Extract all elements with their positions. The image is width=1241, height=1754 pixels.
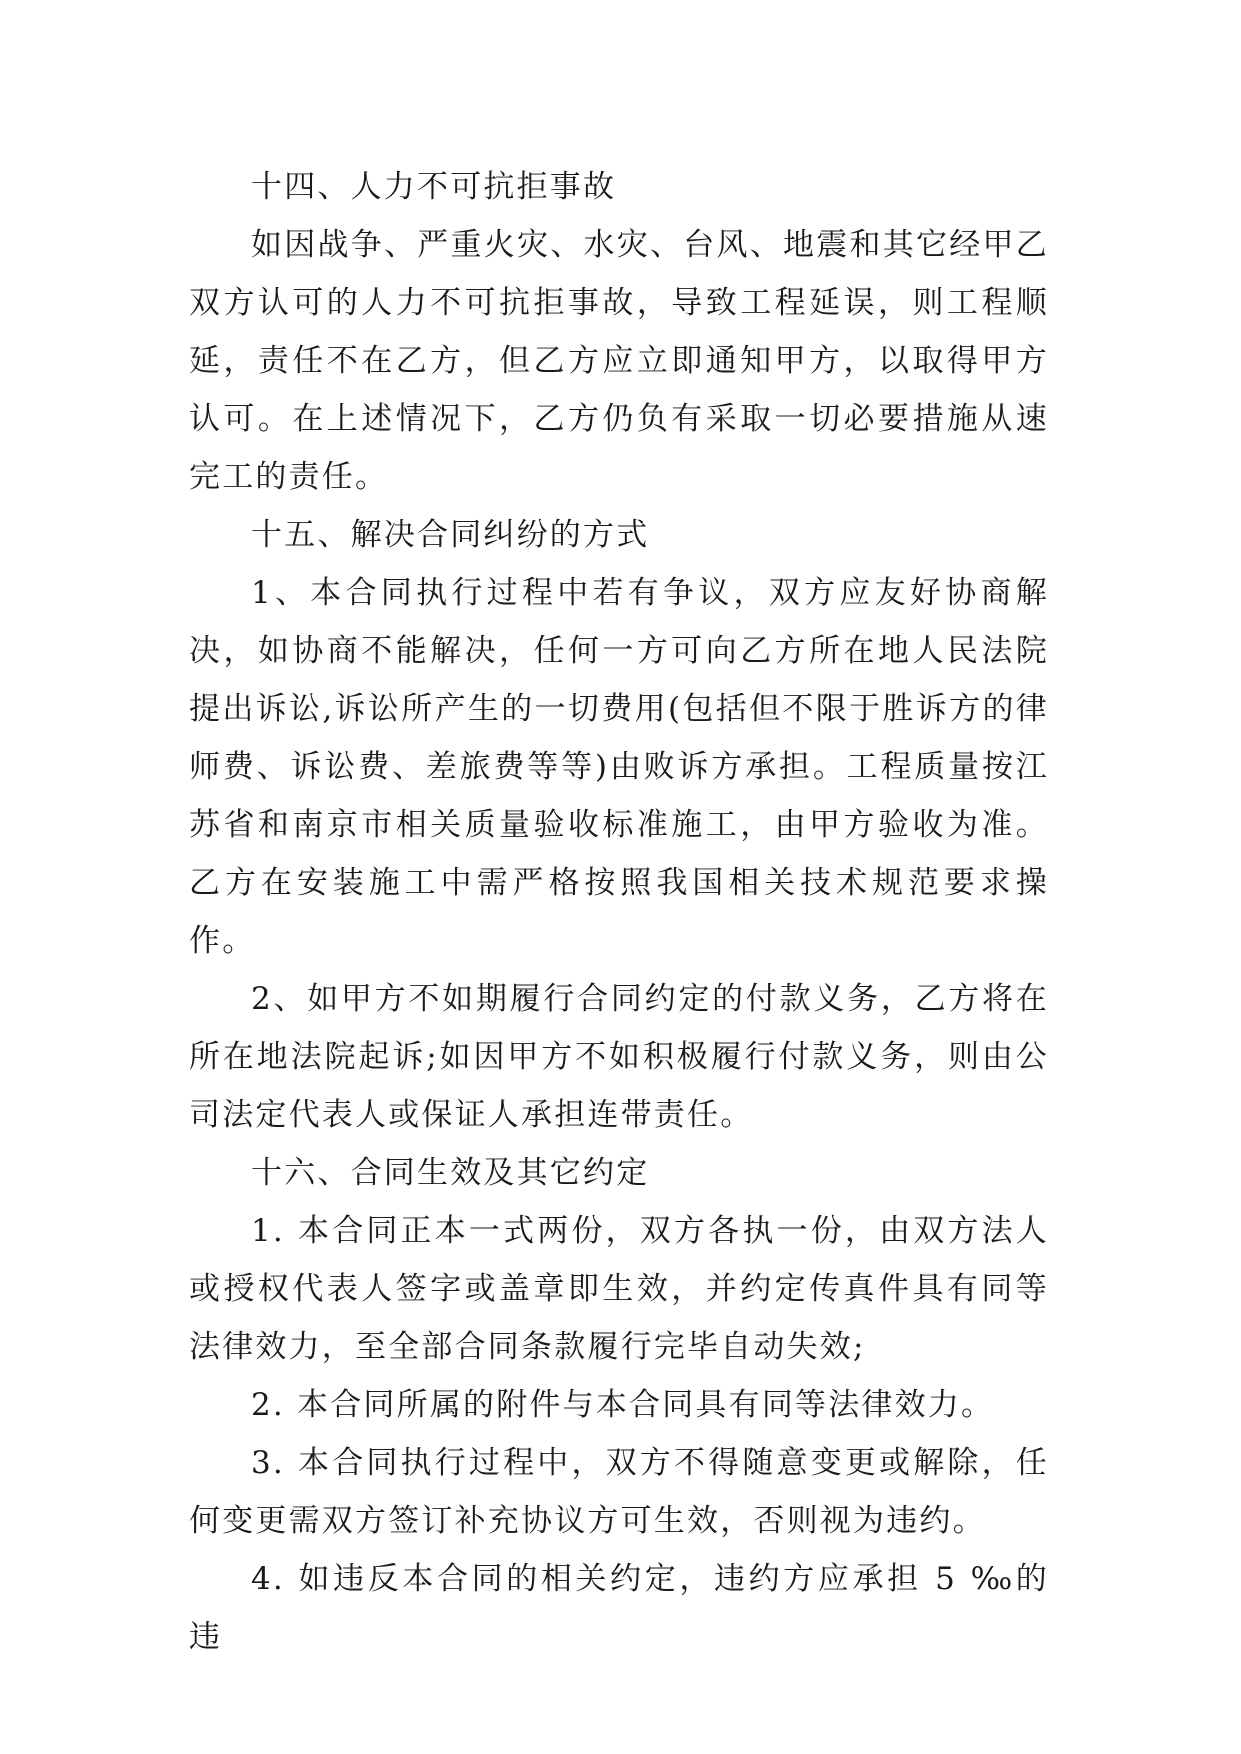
section-heading-force-majeure: 十四、人力不可抗拒事故: [251, 169, 617, 205]
paragraph-dispute-1: 1、本合同执行过程中若有争议，双方应友好协商解决，如协商不能解决，任何一方可向乙方所在地人民法院提出诉讼,诉讼所产生的一切费用(包括但不限于胜诉方的律师费、诉讼费、差旅费等等)由败诉方承担。工程质量按江苏省和南京市相关质量验收标准施工，由甲方验收为准。 乙方在安装施工中需严格按照我国相关技术规范要求操作。: [189, 575, 1049, 959]
section-heading-dispute-resolution: 十五、解决合同纠纷的方式: [251, 517, 650, 553]
paragraph-force-majeure: 如因战争、严重火灾、水灾、台风、地震和其它经甲乙双方认可的人力不可抗拒事故，导致工程延误，则工程顺延，责任不在乙方，但乙方应立即通知甲方，以取得甲方认可。在上述情况下，乙方仍负有采取一切必要措施从速完工的责任。: [189, 227, 1049, 495]
paragraph-dispute-2: 2、如甲方不如期履行合同约定的付款义务，乙方将在所在地法院起诉;如因甲方不如积极履行付款义务，则由公司法定代表人或保证人承担连带责任。: [189, 981, 1049, 1133]
paragraph-effectiveness-2: 2. 本合同所属的附件与本合同具有同等法律效力。: [251, 1387, 995, 1423]
section-heading-effectiveness: 十六、合同生效及其它约定: [251, 1155, 650, 1191]
paragraph-effectiveness-1: 1. 本合同正本一式两份，双方各执一份，由双方法人或授权代表人签字或盖章即生效，并约定传真件具有同等法律效力，至全部合同条款履行完毕自动失效;: [189, 1213, 1049, 1365]
paragraph-effectiveness-4: 4. 如违反本合同的相关约定，违约方应承担 5 ‰的违: [189, 1561, 1049, 1655]
document-body: [189, 158, 1049, 1666]
paragraph-effectiveness-3: 3. 本合同执行过程中，双方不得随意变更或解除，任何变更需双方签订补充协议方可生效，否则视为违约。: [189, 1445, 1049, 1539]
